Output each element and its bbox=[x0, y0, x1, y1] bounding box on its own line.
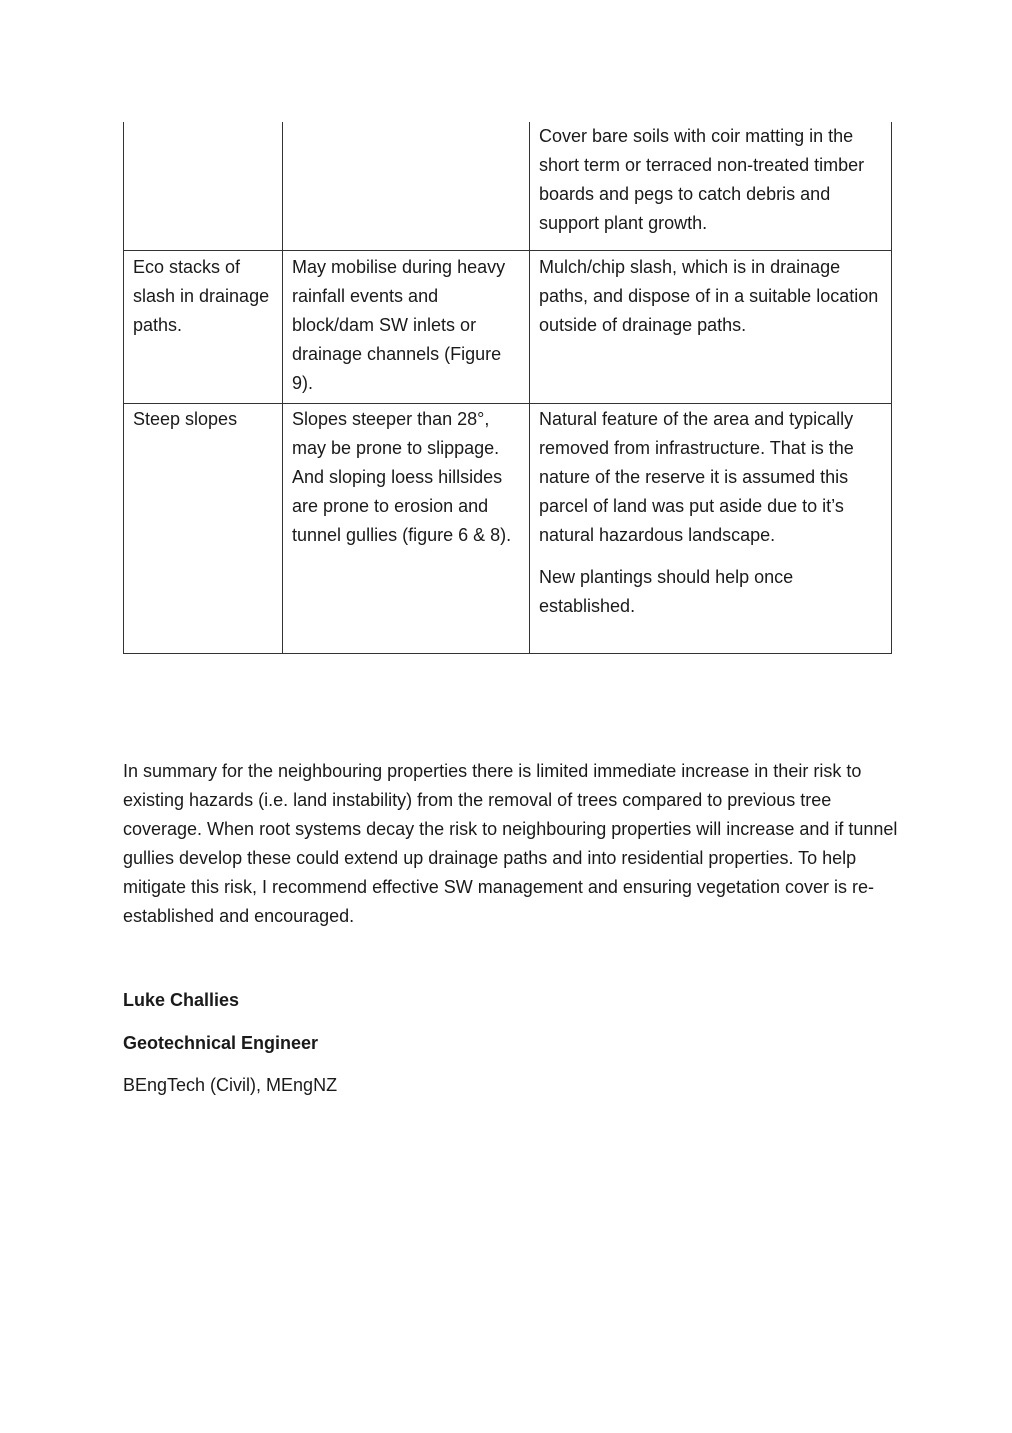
hazard-table bbox=[123, 122, 892, 654]
mitigation-cell bbox=[530, 122, 892, 251]
risk-cell bbox=[283, 404, 530, 654]
mitigation-cell bbox=[530, 251, 892, 404]
hazard-cell bbox=[124, 122, 283, 251]
summary-paragraph: In summary for the neighbouring properties there is limited immediate increase in their risk to existing hazards (i.e. land instability) from the removal of trees compared to previous tree coverage. When root systems decay the risk to neighbouring properties will increase and if tunnel gullies develop these could extend up drainage paths and into residential properties. To help mitigate this risk, I recommend effective SW management and ensuring vegetation cover is re-established and encouraged. bbox=[123, 761, 898, 926]
hazard-text: Eco stacks of slash in drainage paths. bbox=[133, 257, 270, 335]
risk-text: Slopes steeper than 28°, may be prone to slippage. And sloping loess hillsides are prone to erosion and tunnel gullies (figure 6 & 8). bbox=[292, 409, 512, 545]
risk-text: May mobilise during heavy rainfall events and block/dam SW inlets or drainage channels (Figure 9). bbox=[292, 257, 506, 393]
hazard-text: Steep slopes bbox=[133, 409, 238, 429]
table-row bbox=[124, 251, 892, 404]
table-row bbox=[124, 122, 892, 251]
hazard-cell bbox=[124, 251, 283, 404]
risk-cell bbox=[283, 122, 530, 251]
author-qualifications: BEngTech (Civil), MEngNZ bbox=[123, 1075, 338, 1095]
author-title: Geotechnical Engineer bbox=[123, 1033, 319, 1053]
mitigation-text: New plantings should help once established. bbox=[539, 567, 794, 616]
author-name: Luke Challies bbox=[123, 990, 240, 1010]
table-row bbox=[124, 404, 892, 654]
mitigation-text: Mulch/chip slash, which is in drainage paths, and dispose of in a suitable location outside of drainage paths. bbox=[539, 257, 879, 335]
mitigation-text: Natural feature of the area and typically removed from infrastructure. That is the nature of the reserve it is assumed this parcel of land was put aside due to it’s natural hazardous landscape. bbox=[539, 409, 854, 545]
mitigation-cell bbox=[530, 404, 892, 654]
risk-cell bbox=[283, 251, 530, 404]
mitigation-text: Cover bare soils with coir matting in the short term or terraced non-treated timber boards and pegs to catch debris and support plant growth. bbox=[539, 126, 865, 233]
hazard-cell bbox=[124, 404, 283, 654]
